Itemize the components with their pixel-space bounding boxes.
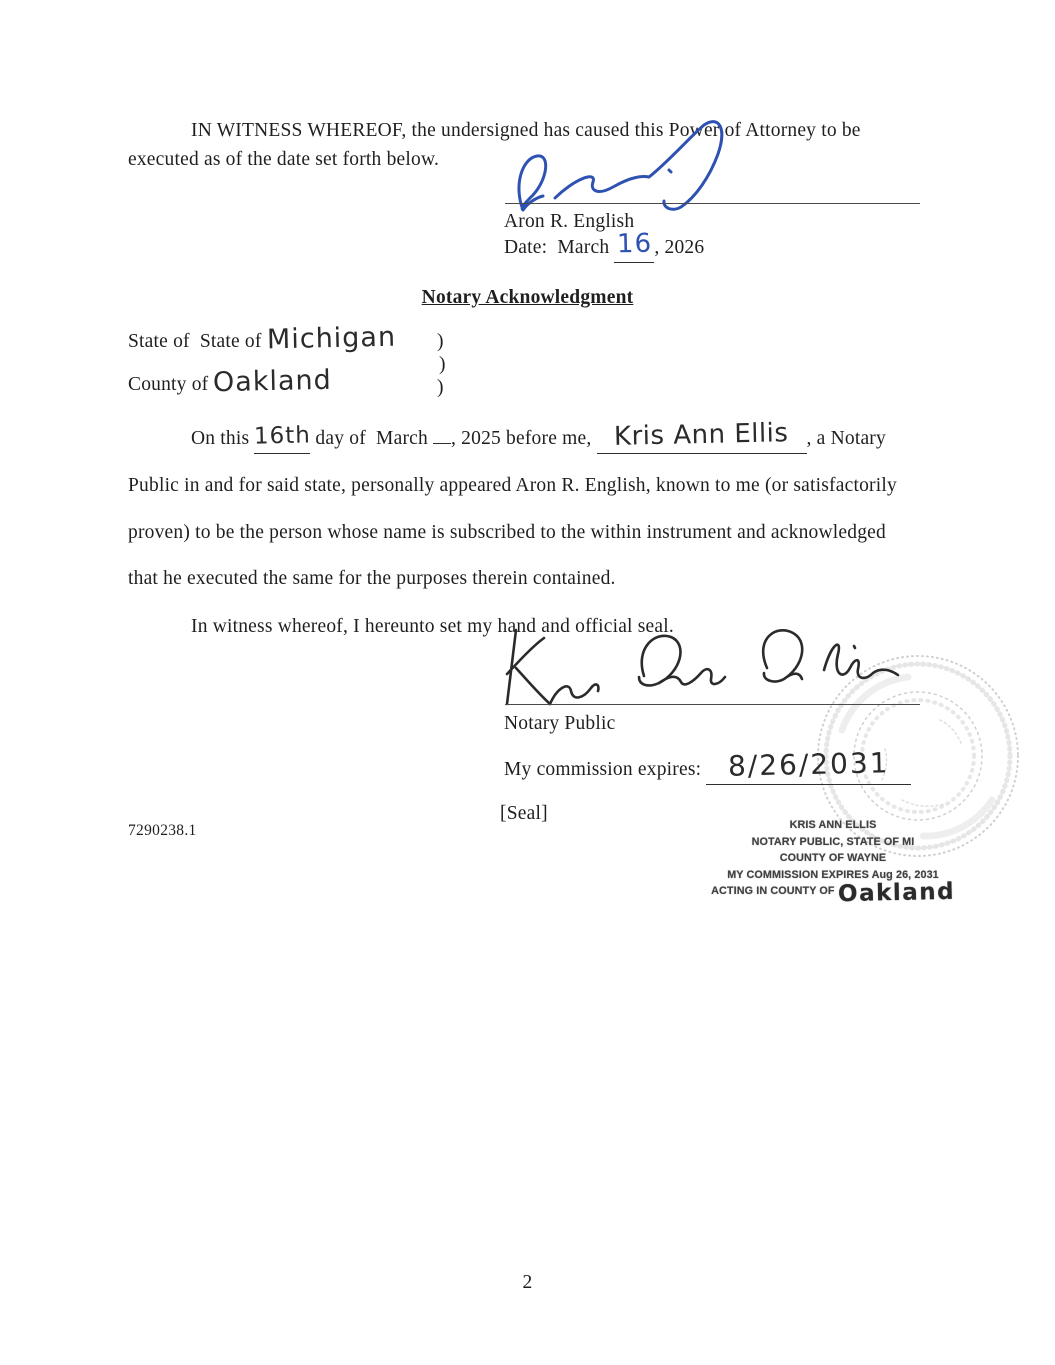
signer-date-day-blank bbox=[614, 228, 654, 263]
county-handwritten: Oakland bbox=[213, 364, 333, 399]
state-line bbox=[128, 321, 397, 356]
doc-number: 7290238.1 bbox=[128, 822, 197, 839]
signer-name: Aron R. English bbox=[504, 211, 635, 232]
witness-clause-line1: IN WITNESS WHEREOF, the undersigned has caused this Power of Attorney to be bbox=[191, 120, 861, 141]
signer-date-year: , 2026 bbox=[654, 237, 705, 258]
signer-signature-line bbox=[505, 203, 920, 204]
notary-title: Notary Public bbox=[504, 713, 616, 734]
stamp-acting-label: ACTING IN COUNTY OF bbox=[711, 885, 838, 897]
stamp-acting-line bbox=[703, 878, 963, 908]
ack-date-blank bbox=[433, 443, 451, 444]
ack-notary-name-blank bbox=[597, 418, 807, 454]
state-paren: ) bbox=[437, 331, 444, 352]
witness-clause-line2: executed as of the date set forth below. bbox=[128, 149, 440, 170]
commission-line bbox=[504, 746, 911, 785]
county-label: County of bbox=[128, 374, 214, 395]
ack-day-handwritten: 16th bbox=[254, 422, 312, 450]
signer-date-day-handwritten: 16 bbox=[616, 228, 653, 260]
ack-witness-line: In witness whereof, I hereunto set my hand and official seal. bbox=[191, 616, 674, 637]
ack-day-of-march: day of March bbox=[310, 428, 434, 449]
seal-placeholder: [Seal] bbox=[500, 803, 548, 824]
stamp-name: KRIS ANN ELLIS bbox=[789, 819, 877, 831]
ack-line3: proven) to be the person whose name is subscribed to the within instrument and acknowledged bbox=[128, 522, 886, 543]
ack-notary-name-handwritten: Kris Ann Ellis bbox=[614, 418, 790, 452]
stamp-expires: MY COMMISSION EXPIRES Aug 26, 2031 bbox=[727, 868, 939, 881]
ack-a-notary: , a Notary bbox=[806, 428, 886, 449]
commission-date-handwritten: 8/26/2031 bbox=[727, 746, 890, 783]
ack-on-this: On this bbox=[191, 428, 255, 449]
signer-date-line bbox=[504, 228, 705, 263]
ack-line2: Public in and for said state, personally appeared Aron R. English, known to me (or satisfactorily bbox=[128, 475, 897, 496]
stamp-acting-county-handwritten: Oakland bbox=[837, 878, 956, 908]
stamp-county: COUNTY OF WAYNE bbox=[779, 852, 887, 864]
notary-signature-line bbox=[505, 704, 920, 705]
state-label: State of State of bbox=[128, 331, 267, 352]
page-number: 2 bbox=[522, 1272, 533, 1293]
county-line bbox=[128, 364, 333, 399]
notary-acknowledgment-heading: Notary Acknowledgment bbox=[421, 287, 634, 308]
state-handwritten: Michigan bbox=[266, 321, 397, 356]
commission-label: My commission expires: bbox=[504, 759, 707, 780]
stamp-title: NOTARY PUBLIC, STATE OF MI bbox=[751, 835, 915, 848]
notary-stamp bbox=[703, 817, 963, 908]
ack-line4: that he executed the same for the purposes therein contained. bbox=[128, 568, 616, 589]
ack-line1 bbox=[191, 418, 886, 454]
commission-blank bbox=[706, 746, 911, 785]
county-paren: ) bbox=[437, 377, 444, 398]
ack-day-blank bbox=[254, 424, 310, 454]
signer-date-label: Date: March bbox=[504, 237, 615, 258]
ack-before-me: , 2025 before me, bbox=[451, 428, 597, 449]
middle-paren: ) bbox=[439, 354, 446, 375]
